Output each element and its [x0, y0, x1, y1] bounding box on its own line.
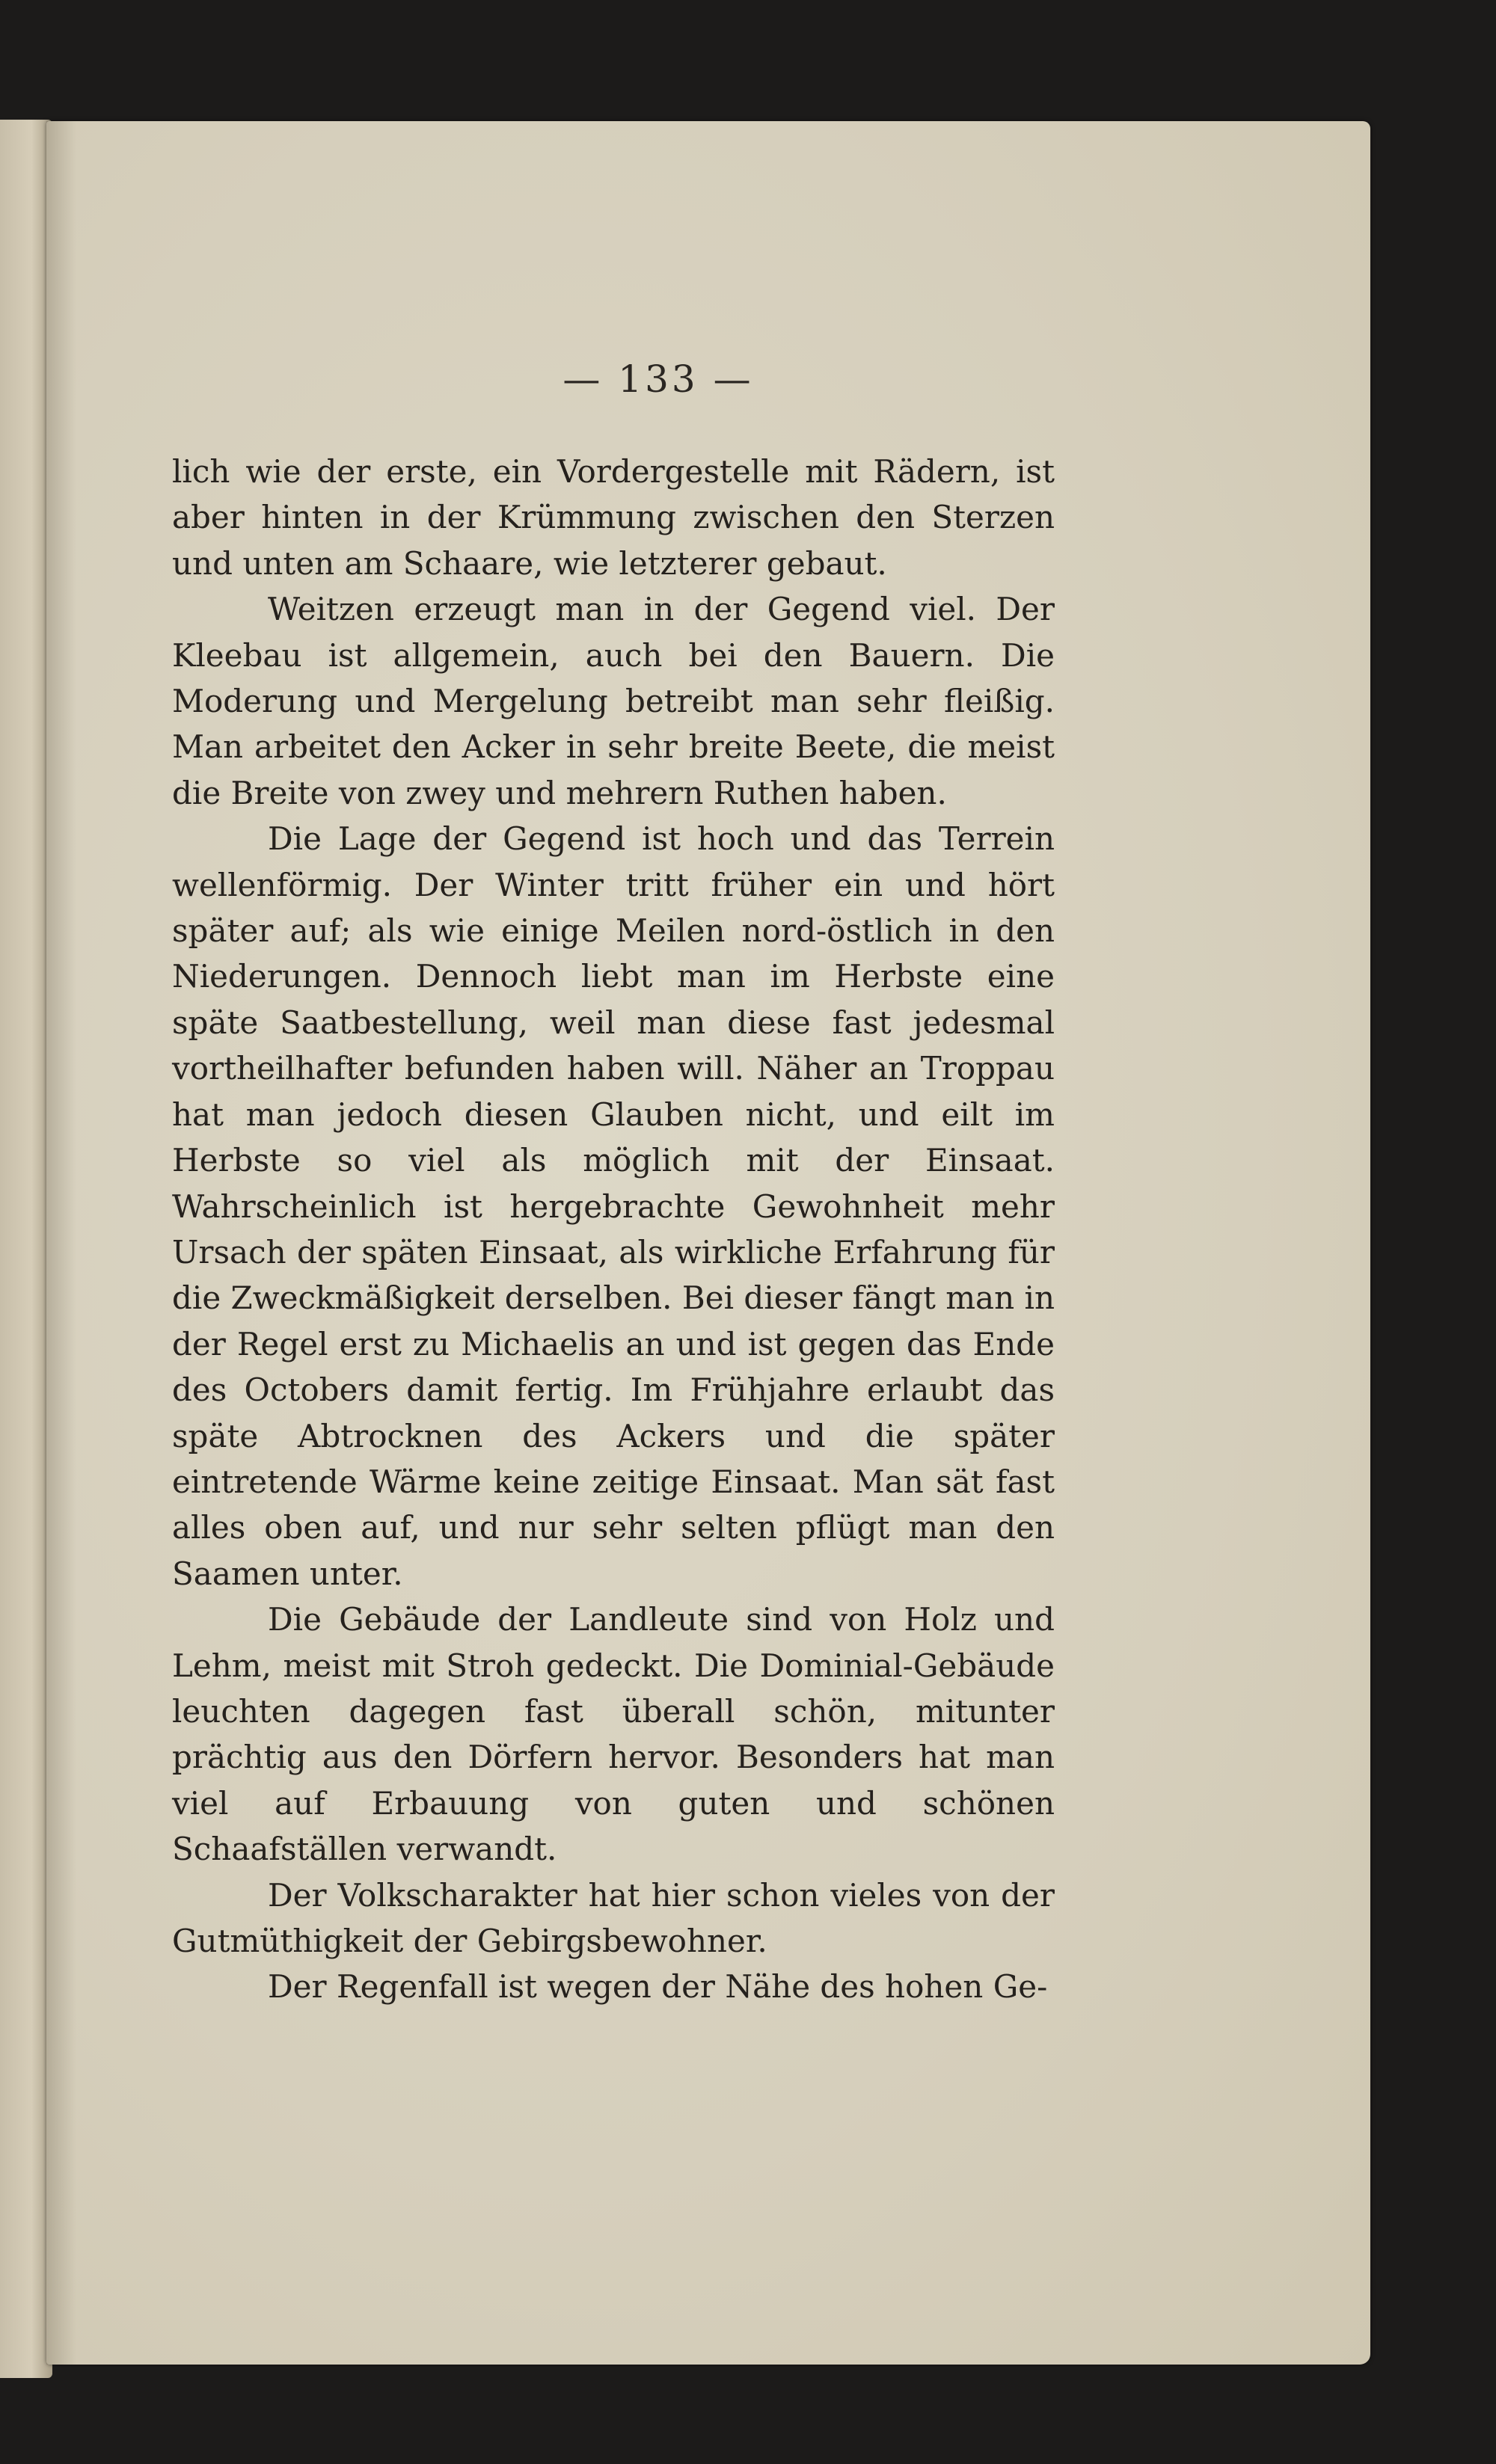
page-body — [172, 449, 1055, 2010]
page-gutter-shadow — [46, 121, 76, 2365]
paragraph-4: Die Gebäude der Landleute sind von Holz und Lehm, meist mit Stroh gedeckt. Die Dominial-Gebäude leuchten dagegen fast überall schön, mitunter prächtig aus den Dörfern hervor. Besonders hat man viel auf Erbauung von guten und schönen Schaafställen verwandt. — [172, 1601, 1055, 1868]
paragraph-2: Weitzen erzeugt man in der Gegend viel. Der Kleebau ist allgemein, auch bei den Bauern. Die Moderung und Mergelung betreibt man sehr fleißig. Man arbeitet den Acker in sehr breite Beete, die meist die Breite von zwey und mehrern Ruthen haben. — [172, 591, 1055, 811]
paragraph-6: Der Regenfall ist wegen der Nähe des hohen Ge- — [268, 1968, 1048, 2006]
paragraph-1: lich wie der erste, ein Vordergestelle mit Rädern, ist aber hinten in der Krümmung zwischen den Sterzen und unten am Schaare, wie letzterer gebaut. — [172, 453, 1055, 582]
paragraph-3: Die Lage der Gegend ist hoch und das Terrein wellenförmig. Der Winter tritt früher ein und hört später auf; als wie einige Meilen nord-östlich in den Niederungen. Dennoch liebt man im Herbste eine späte Saatbestellung, weil man diese fast jedesmal vortheilhafter befunden haben will. Näher an Troppau hat man jedoch diesen Glauben nicht, und eilt im Herbste so viel als möglich mit der Einsaat. Wahrscheinlich ist hergebrachte Gewohnheit mehr Ursach der späten Einsaat, als wirkliche Erfahrung für die Zweckmäßigkeit derselben. Bei dieser fängt man in der Regel erst zu Michaelis an und ist gegen das Ende des Octobers damit fertig. Im Frühjahre erlaubt das späte Abtrocknen des Ackers und die später eintretende Wärme keine zeitige Einsaat. Man sät fast alles oben auf, und nur sehr selten pflügt man den Saamen unter. — [172, 820, 1055, 1592]
paragraph-5: Der Volkscharakter hat hier schon vieles von der Gutmüthigkeit der Gebirgsbewohner. — [172, 1876, 1055, 1959]
page-number: — 133 — — [562, 357, 754, 401]
previous-page-edge — [0, 120, 52, 2378]
